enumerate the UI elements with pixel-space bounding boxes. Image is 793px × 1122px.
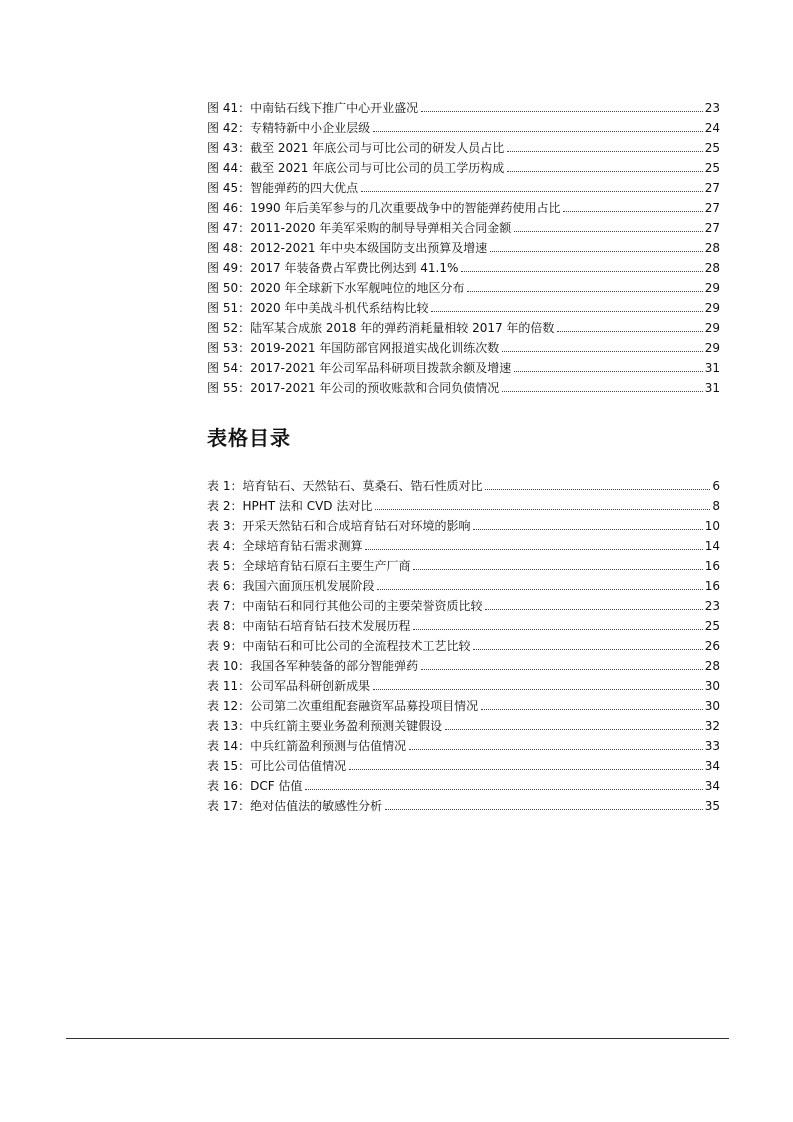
toc-entry-page: 26	[704, 639, 720, 653]
dot-leader	[507, 171, 702, 172]
toc-entry[interactable]	[207, 714, 720, 734]
toc-entry-page: 25	[704, 619, 720, 633]
toc-entry-page: 30	[704, 679, 720, 693]
toc-entry-page: 23	[704, 599, 720, 613]
toc-entry[interactable]	[207, 774, 720, 794]
toc-entry-title: 图 42：专精特新中小企业层级	[207, 121, 371, 135]
toc-entry[interactable]	[207, 116, 720, 136]
toc-entry-page: 31	[704, 381, 720, 395]
toc-entry-page: 25	[704, 141, 720, 155]
toc-entry[interactable]	[207, 156, 720, 176]
toc-entry-page: 29	[704, 321, 720, 335]
toc-entry[interactable]	[207, 534, 720, 554]
toc-entry-page: 31	[704, 361, 720, 375]
toc-entry[interactable]	[207, 734, 720, 754]
toc-entry-page: 29	[704, 301, 720, 315]
dot-leader	[490, 251, 702, 252]
dot-leader	[481, 709, 703, 710]
dot-leader	[421, 111, 703, 112]
toc-entry-title: 图 50：2020 年全球新下水军舰吨位的地区分布	[207, 281, 465, 295]
toc-entry[interactable]	[207, 554, 720, 574]
toc-entry-title: 表 12：公司第二次重组配套融资军品募投项目情况	[207, 699, 479, 713]
dot-leader	[473, 649, 702, 650]
dot-leader	[349, 769, 703, 770]
toc-entry[interactable]	[207, 514, 720, 534]
toc-entry-page: 28	[704, 261, 720, 275]
toc-entry-title: 图 44：截至 2021 年底公司与可比公司的员工学历构成	[207, 161, 505, 175]
toc-entry[interactable]	[207, 316, 720, 336]
toc-entry[interactable]	[207, 176, 720, 196]
toc-entry-title: 图 49：2017 年装备费占军费比例达到 41.1%	[207, 261, 459, 275]
dot-leader	[514, 231, 702, 232]
toc-entry-title: 表 6：我国六面顶压机发展阶段	[207, 579, 375, 593]
toc-entry[interactable]	[207, 296, 720, 316]
toc-entry-title: 表 8：中南钻石培育钻石技术发展历程	[207, 619, 411, 633]
toc-entry-page: 28	[704, 659, 720, 673]
toc-entry[interactable]	[207, 574, 720, 594]
toc-entry-page: 27	[704, 221, 720, 235]
dot-leader	[445, 729, 703, 730]
toc-entry-title: 表 3：开采天然钻石和合成培育钻石对环境的影响	[207, 519, 471, 533]
toc-entry[interactable]	[207, 674, 720, 694]
dot-leader	[413, 629, 702, 630]
toc-entry-title: 图 47：2011-2020 年美军采购的制导导弹相关合同金额	[207, 221, 512, 235]
figure-list	[207, 96, 720, 396]
toc-entry[interactable]	[207, 614, 720, 634]
toc-entry-title: 表 14：中兵红箭盈利预测与估值情况	[207, 739, 407, 753]
toc-entry[interactable]	[207, 196, 720, 216]
dot-leader	[373, 689, 703, 690]
toc-entry-page: 24	[704, 121, 720, 135]
toc-entry-title: 图 51：2020 年中美战斗机代系结构比较	[207, 301, 429, 315]
toc-entry[interactable]	[207, 654, 720, 674]
toc-entry-page: 28	[704, 241, 720, 255]
toc-entry-title: 表 7：中南钻石和同行其他公司的主要荣誉资质比较	[207, 599, 483, 613]
table-list	[207, 474, 720, 814]
toc-entry[interactable]	[207, 256, 720, 276]
toc-entry[interactable]	[207, 474, 720, 494]
toc-entry-title: 图 45：智能弹药的四大优点	[207, 181, 359, 195]
dot-leader	[365, 549, 702, 550]
dot-leader	[375, 509, 710, 510]
dot-leader	[485, 489, 710, 490]
toc-entry-page: 8	[712, 499, 720, 513]
toc-entry[interactable]	[207, 754, 720, 774]
dot-leader	[514, 371, 702, 372]
dot-leader	[502, 351, 702, 352]
toc-entry-title: 表 11：公司军品科研创新成果	[207, 679, 371, 693]
dot-leader	[431, 311, 702, 312]
dot-leader	[361, 191, 703, 192]
toc-entry-title: 表 13：中兵红箭主要业务盈利预测关键假设	[207, 719, 443, 733]
toc-entry-page: 16	[704, 579, 720, 593]
toc-entry-title: 图 48：2012-2021 年中央本级国防支出预算及增速	[207, 241, 488, 255]
dot-leader	[305, 789, 702, 790]
toc-entry-page: 6	[712, 479, 720, 493]
toc-entry[interactable]	[207, 634, 720, 654]
toc-entry-page: 34	[704, 779, 720, 793]
toc-entry-page: 23	[704, 101, 720, 115]
dot-leader	[507, 151, 702, 152]
toc-entry-title: 图 53：2019-2021 年国防部官网报道实战化训练次数	[207, 341, 500, 355]
dot-leader	[409, 749, 703, 750]
toc-entry-title: 图 55：2017-2021 年公司的预收账款和合同负债情况	[207, 381, 500, 395]
toc-entry[interactable]	[207, 236, 720, 256]
section-title: 表格目录	[207, 426, 291, 450]
toc-entry-title: 图 54：2017-2021 年公司军品科研项目拨款余额及增速	[207, 361, 512, 375]
toc-entry-page: 27	[704, 181, 720, 195]
dot-leader	[557, 331, 702, 332]
toc-entry-title: 表 4：全球培育钻石需求测算	[207, 539, 363, 553]
toc-entry-title: 表 5：全球培育钻石原石主要生产厂商	[207, 559, 411, 573]
dot-leader	[373, 131, 703, 132]
toc-entry[interactable]	[207, 276, 720, 296]
toc-entry[interactable]	[207, 356, 720, 376]
toc-entry-title: 表 15：可比公司估值情况	[207, 759, 347, 773]
toc-entry[interactable]	[207, 336, 720, 356]
dot-leader	[413, 569, 702, 570]
toc-entry[interactable]	[207, 494, 720, 514]
dot-leader	[502, 391, 702, 392]
dot-leader	[473, 529, 702, 530]
toc-entry-page: 30	[704, 699, 720, 713]
dot-leader	[377, 589, 702, 590]
toc-entry-page: 29	[704, 281, 720, 295]
toc-entry-page: 29	[704, 341, 720, 355]
toc-entry-title: 表 16：DCF 估值	[207, 779, 303, 793]
toc-entry-page: 34	[704, 759, 720, 773]
toc-entry-title: 表 2：HPHT 法和 CVD 法对比	[207, 499, 373, 513]
toc-entry[interactable]	[207, 136, 720, 156]
toc-entry-page: 32	[704, 719, 720, 733]
toc-entry-page: 25	[704, 161, 720, 175]
toc-entry-title: 图 41：中南钻石线下推广中心开业盛况	[207, 101, 419, 115]
toc-entry[interactable]	[207, 96, 720, 116]
toc-entry[interactable]	[207, 594, 720, 614]
toc-entry-page: 14	[704, 539, 720, 553]
toc-entry[interactable]	[207, 216, 720, 236]
toc-entry[interactable]	[207, 376, 720, 396]
toc-entry-page: 35	[704, 799, 720, 813]
footer-divider	[66, 1038, 729, 1039]
toc-entry-page: 33	[704, 739, 720, 753]
toc-entry[interactable]	[207, 794, 720, 814]
dot-leader	[467, 291, 702, 292]
dot-leader	[485, 609, 702, 610]
toc-entry[interactable]	[207, 694, 720, 714]
toc-entry-page: 16	[704, 559, 720, 573]
toc-entry-title: 图 43：截至 2021 年底公司与可比公司的研发人员占比	[207, 141, 505, 155]
toc-entry-title: 表 17：绝对估值法的敏感性分析	[207, 799, 383, 813]
dot-leader	[421, 669, 703, 670]
toc-entry-title: 图 46：1990 年后美军参与的几次重要战争中的智能弹药使用占比	[207, 201, 561, 215]
toc-entry-title: 图 52：陆军某合成旅 2018 年的弹药消耗量相较 2017 年的倍数	[207, 321, 555, 335]
dot-leader	[563, 211, 702, 212]
toc-entry-page: 27	[704, 201, 720, 215]
dot-leader	[461, 271, 702, 272]
dot-leader	[385, 809, 703, 810]
toc-entry-page: 10	[704, 519, 720, 533]
toc-entry-title: 表 10：我国各军种装备的部分智能弹药	[207, 659, 419, 673]
toc-entry-title: 表 1：培育钻石、天然钻石、莫桑石、锆石性质对比	[207, 479, 483, 493]
toc-entry-title: 表 9：中南钻石和可比公司的全流程技术工艺比较	[207, 639, 471, 653]
